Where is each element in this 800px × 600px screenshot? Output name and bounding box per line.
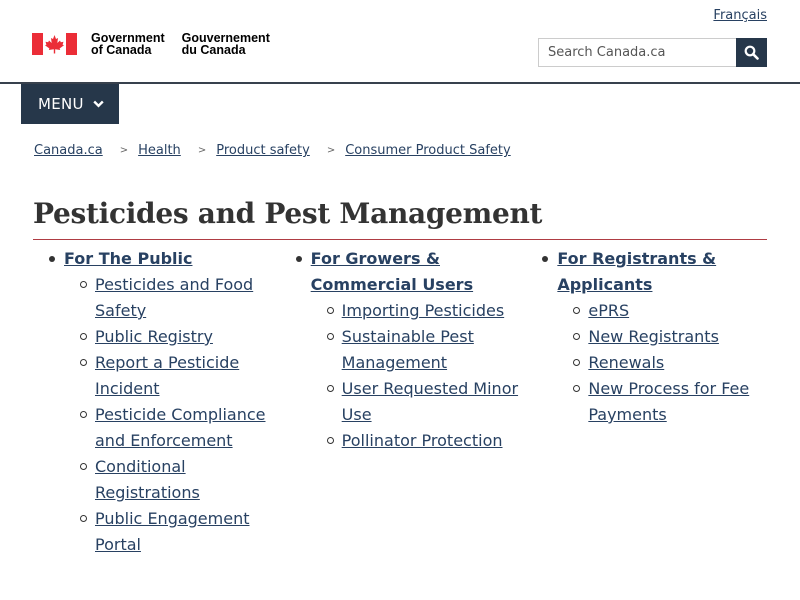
search-input[interactable]	[538, 38, 736, 67]
link-conditional-registrations[interactable]: Conditional Registrations	[95, 457, 200, 502]
header-divider	[0, 82, 800, 84]
breadcrumb-separator: >	[119, 145, 129, 156]
heading-for-growers[interactable]: For Growers & Commercial Users	[310, 249, 474, 294]
menu-label: MENU	[38, 95, 84, 113]
canada-flag-icon	[32, 33, 77, 55]
brand-french: Gouvernement du Canada	[181, 31, 270, 57]
search-form	[538, 38, 767, 67]
link-importing-pesticides[interactable]: Importing Pesticides	[341, 301, 505, 320]
page-title: Pesticides and Pest Management	[33, 197, 543, 230]
link-fee-payments[interactable]: New Process for Fee Payments	[588, 379, 750, 424]
brand-english: Government of Canada	[91, 31, 165, 57]
link-new-registrants[interactable]: New Registrants	[588, 327, 719, 346]
breadcrumb-product-safety[interactable]: Product safety	[216, 143, 310, 158]
column-growers	[280, 246, 527, 558]
link-eprs[interactable]: ePRS	[588, 301, 630, 320]
breadcrumb-health[interactable]: Health	[138, 143, 181, 158]
link-user-requested-minor-use[interactable]: User Requested Minor Use	[341, 379, 519, 424]
column-public	[33, 246, 280, 558]
link-report-incident[interactable]: Report a Pesticide Incident	[95, 353, 240, 398]
search-icon	[744, 45, 759, 60]
link-public-engagement-portal[interactable]: Public Engagement Portal	[95, 509, 250, 554]
title-underline	[33, 239, 767, 240]
language-toggle-link[interactable]: Français	[713, 8, 767, 23]
chevron-down-icon	[93, 100, 104, 108]
search-button[interactable]	[736, 38, 767, 67]
breadcrumb-canada[interactable]: Canada.ca	[34, 143, 103, 158]
link-renewals[interactable]: Renewals	[588, 353, 665, 372]
heading-for-registrants[interactable]: For Registrants & Applicants	[557, 249, 717, 294]
breadcrumb-consumer-product-safety[interactable]: Consumer Product Safety	[345, 143, 511, 158]
breadcrumb-separator: >	[197, 145, 207, 156]
menu-button[interactable]	[21, 84, 119, 124]
column-registrants	[526, 246, 773, 558]
topic-columns	[33, 246, 773, 558]
breadcrumb	[34, 143, 511, 158]
link-public-registry[interactable]: Public Registry	[95, 327, 213, 346]
government-of-canada-signature[interactable]	[32, 32, 270, 56]
link-sustainable-pest-management[interactable]: Sustainable Pest Management	[341, 327, 474, 372]
heading-for-the-public[interactable]: For The Public	[64, 249, 193, 268]
breadcrumb-separator: >	[326, 145, 336, 156]
link-compliance-enforcement[interactable]: Pesticide Compliance and Enforcement	[95, 405, 266, 450]
link-pesticides-food-safety[interactable]: Pesticides and Food Safety	[95, 275, 254, 320]
link-pollinator-protection[interactable]: Pollinator Protection	[341, 431, 503, 450]
